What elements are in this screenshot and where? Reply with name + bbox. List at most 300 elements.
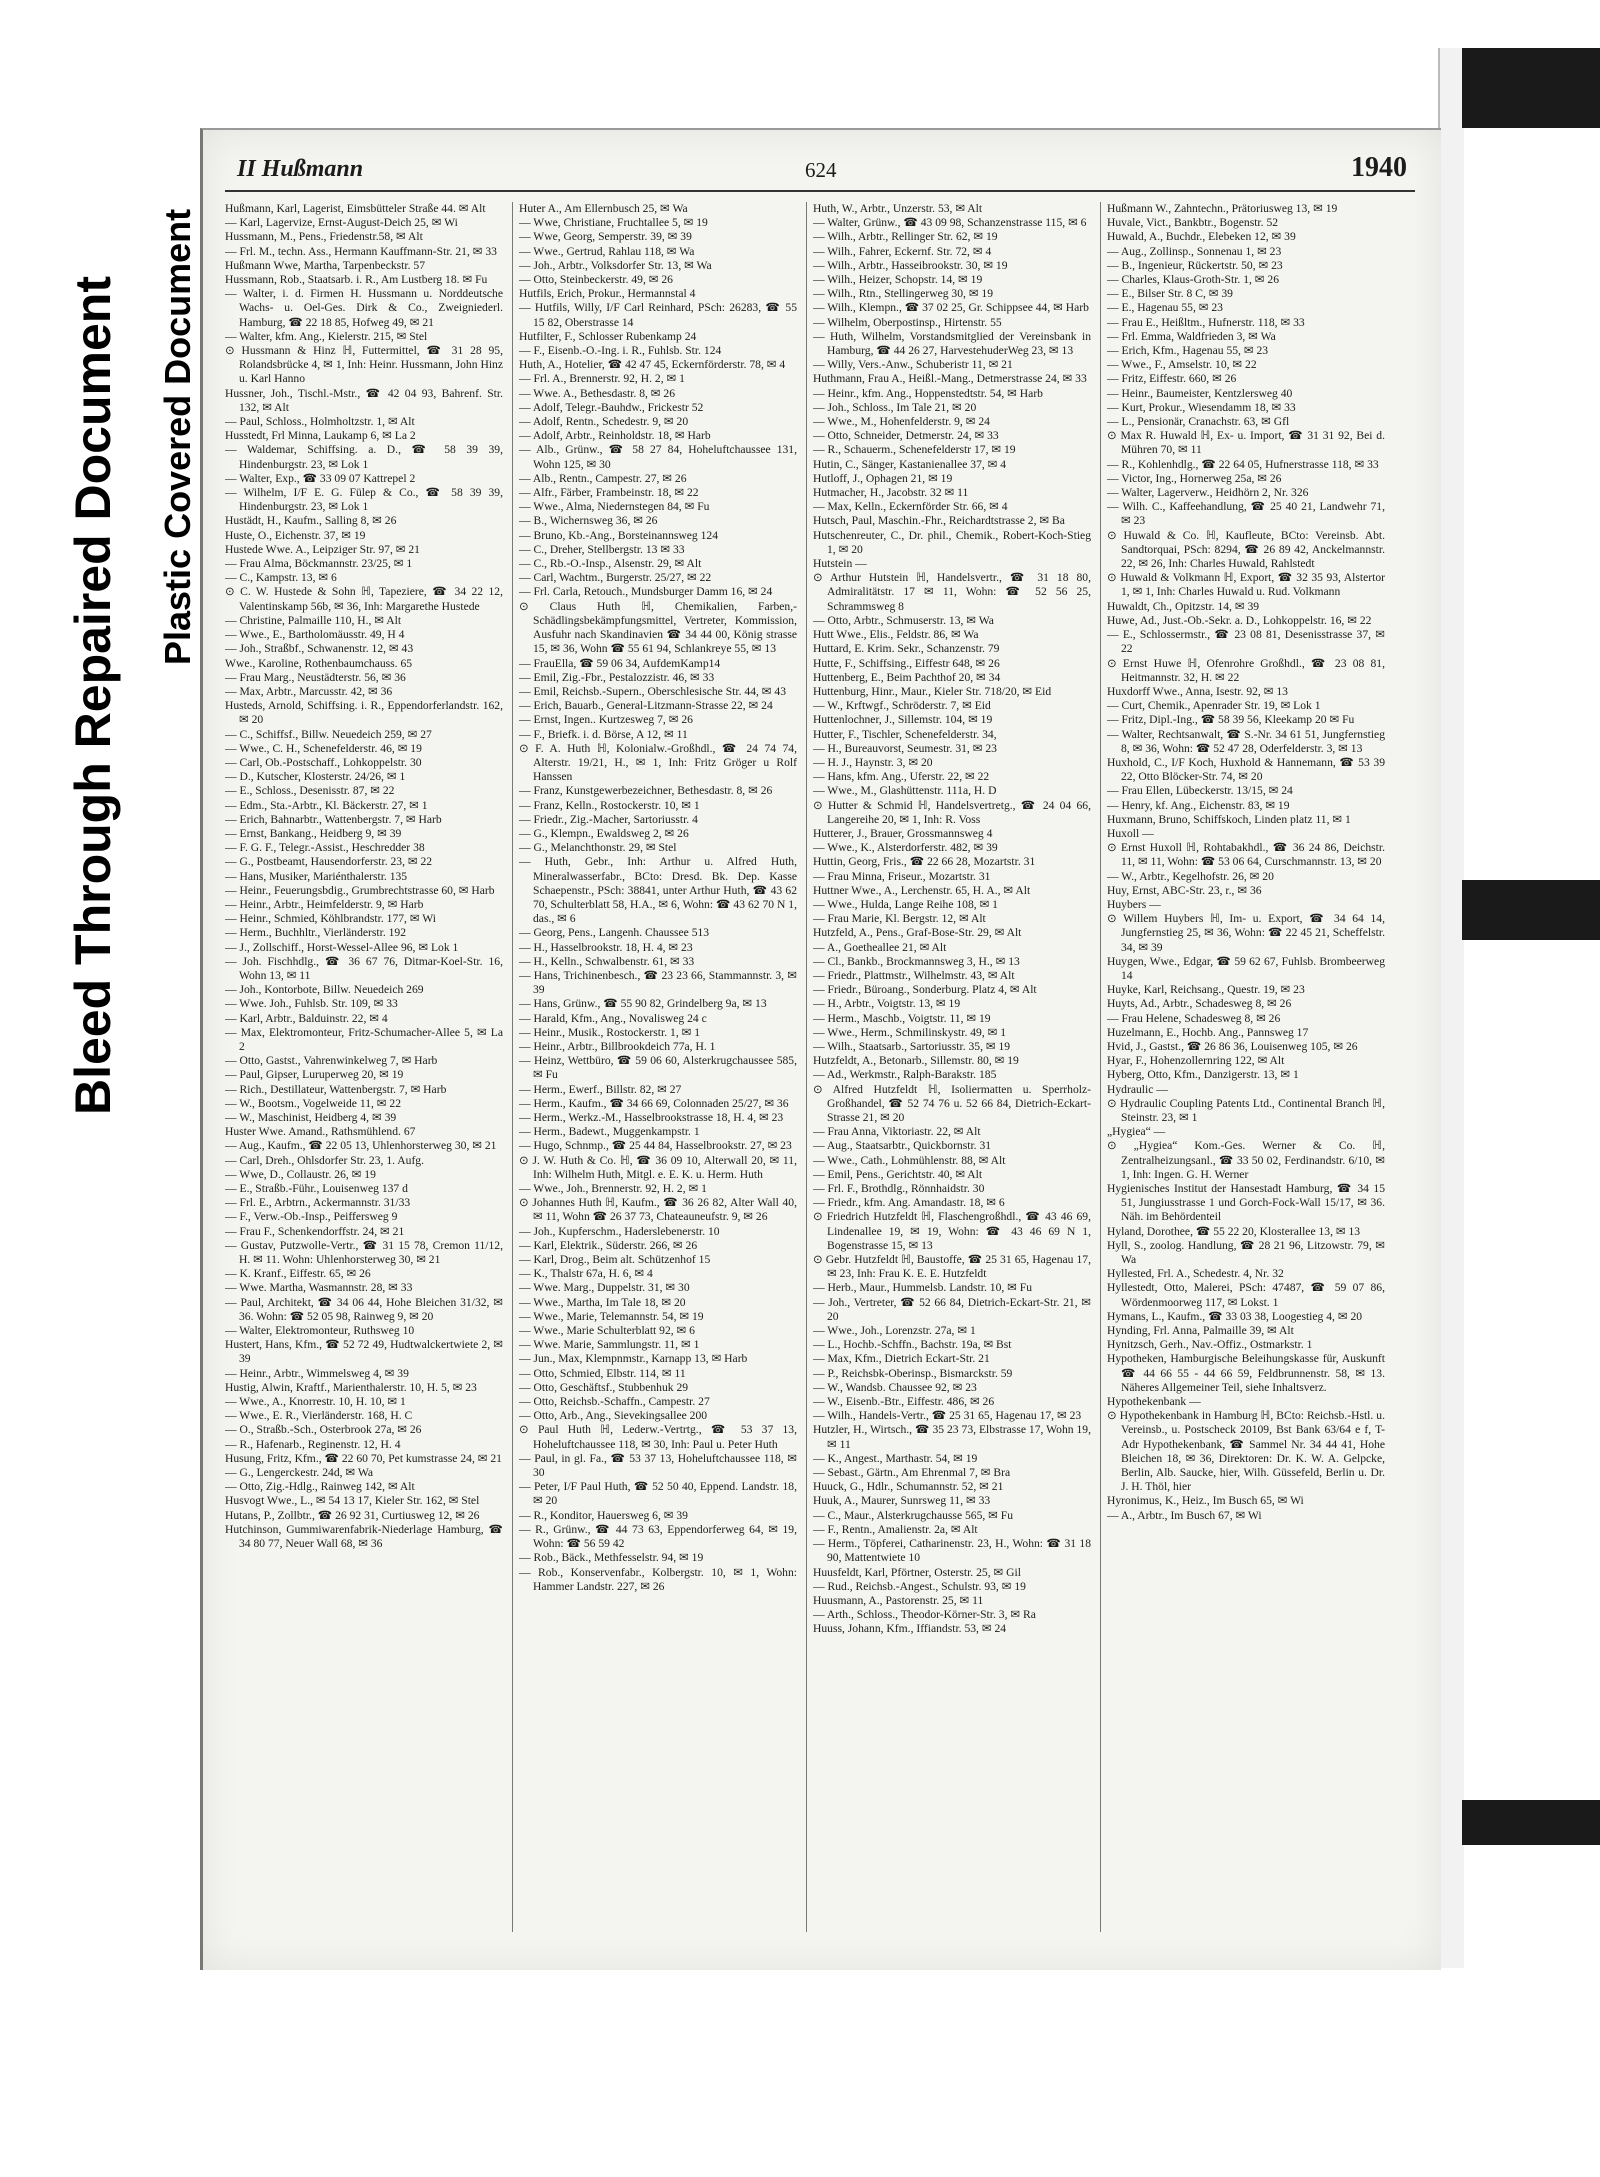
directory-entry: — C., Maur., Alsterkrugchausse 565, ✉ Fu [813,1508,1014,1522]
directory-entry: — Heinz, Wettbüro, ☎ 59 06 60, Alsterkrugchaussee 585, ✉ Fu [519,1054,797,1082]
directory-entry: Hustede Wwe. A., Leipziger Str. 97, ✉ 21 [225,542,420,556]
directory-entry: — Max, Kelln., Eckernförder Str. 66, ✉ 4 [813,500,1008,514]
directory-entry: — Otto, Zig.-Hdlg., Rainweg 142, ✉ Alt [225,1480,415,1494]
directory-entry: — Wilh., Heizer, Schopstr. 14, ✉ 19 [813,273,983,287]
directory-entry: — Gustav, Putzwolle-Vertr., ☎ 31 15 78, Cremon 11/12, H. ✉ 11. Wohn: Uhlenhorsterweg 30, ✉ 21 [225,1238,503,1267]
directory-entry: Hutfilter, F., Schlosser Rubenkamp 24 [519,329,697,343]
directory-entry: — F., Verw.-Ob.-Insp., Peiffersweg 9 [225,1210,398,1224]
directory-entry: Hynitzsch, Gerh., Nav.-Offiz., Ostmarkstr. 1 [1107,1338,1313,1352]
directory-entry: — Frau Anna, Viktoriastr. 22, ✉ Alt [813,1125,981,1139]
directory-entry: ⊙ Max R. Huwald ℍ, Ex- u. Import, ☎ 31 31 92, Bei d. Mühren 70, ✉ 11 [1107,429,1385,457]
directory-entry: Hutte, F., Schiffsing., Eiffestr 648, ✉ 26 [813,656,1000,670]
directory-entry: — Huth, Gebr., Inh: Arthur u. Alfred Huth, Mineralwasserfabr., BCto: Dresd. Bk. Dep. Kasse Schaepenstr., PSch: 38841, unter Arthur Huth, ☎ 43 62 70, Schulterblatt 58, H.A., ✉ 6, Wohn: ☎ 43 62 70 N 1, das., ✉ 6 [519,855,797,926]
directory-entry: Husteds, Arnold, Schiffsing. i. R., Eppendorferlandstr. 162, ✉ 20 [225,699,503,727]
directory-entry: Huttard, E. Krim. Sekr., Schanzenstr. 79 [813,642,1000,656]
directory-entry: — Edm., Sta.-Arbtr., Kl. Bäckerstr. 27, ✉ 1 [225,798,428,812]
directory-entry: — Frau F., Schenkendorffstr. 24, ✉ 21 [225,1224,405,1238]
directory-entry: — Heinr., Arbtr., Heimfelderstr. 9, ✉ Harb [225,897,424,911]
directory-entry: — Otto, Steinbeckerstr. 49, ✉ 26 [519,273,673,287]
directory-entry: — Otto, Gastst., Vahrenwinkelweg 7, ✉ Harb [225,1054,438,1068]
directory-entry: — K., Thalstr 67a, H. 6, ✉ 4 [519,1267,653,1281]
directory-entry: Huttner Wwe., A., Lerchenstr. 65, H. A., ✉ Alt [813,883,1031,897]
scan-edge-black-block-top [1462,48,1600,128]
directory-entry: Hyland, Dorothee, ☎ 55 22 20, Klosterallee 13, ✉ 13 [1107,1224,1361,1238]
directory-entry: — Wilh., Klempn., ☎ 37 02 25, Gr. Schippsee 44, ✉ Harb [813,301,1089,315]
directory-entry: — Frl. F., Brothdlg., Rönnhaidstr. 30 [813,1182,985,1196]
directory-entry: Hyronimus, K., Heiz., Im Busch 65, ✉ Wi [1107,1494,1304,1508]
directory-entry: — Rud., Reichsb.-Angest., Schulstr. 93, ✉ 19 [813,1579,1026,1593]
directory-entry: — Joh., Arbtr., Volksdorfer Str. 13, ✉ Wa [519,258,712,272]
directory-entry: — Ernst, Bankang., Heidberg 9, ✉ 39 [225,826,402,840]
directory-entry: — Henry, kf. Ang., Eichenstr. 83, ✉ 19 [1107,798,1290,812]
directory-entry: ⊙ Alfred Hutzfeldt ℍ, Isoliermatten u. Sperrholz-Großhandel, ☎ 52 74 76 u. 52 66 84, Dietrich-Eckart-Strasse 21, ✉ 20 [813,1082,1091,1124]
directory-entry: — Heinr., Arbtr., Wimmelsweg 4, ✉ 39 [225,1366,409,1380]
directory-entry: Huttenlochner, J., Sillemstr. 104, ✉ 19 [813,713,993,727]
directory-entry: — Wwe. A., Bethesdastr. 8, ✉ 26 [519,386,676,400]
directory-entry: — H. J., Haynstr. 3, ✉ 20 [813,755,933,769]
directory-entry: — Sebast., Gärtn., Am Ehrenmal 7, ✉ Bra [813,1466,1011,1480]
directory-entry: — E., Hagenau 55, ✉ 23 [1107,301,1223,315]
directory-entry: Huthmann, Frau A., Heißl.-Mang., Detmerstrasse 24, ✉ 33 [813,372,1087,386]
directory-entry: — B., Wichernsweg 36, ✉ 26 [519,514,658,528]
directory-entry: — Karl, Drog., Beim alt. Schützenhof 15 [519,1253,711,1267]
directory-entry: — Wwe., M., Hohenfelderstr. 9, ✉ 24 [813,415,990,429]
directory-entry: Huxhold, C., I/F Koch, Huxhold & Hannemann, ☎ 53 39 22, Otto Blöcker-Str. 74, ✉ 20 [1107,755,1385,784]
directory-entry: Hustädt, H., Kaufm., Salling 8, ✉ 26 [225,514,397,528]
directory-entry: — Otto, Schneider, Detmerstr. 24, ✉ 33 [813,429,999,443]
directory-entry: — Fritz, Dipl.-Ing., ☎ 58 39 56, Kleekamp 20 ✉ Fu [1107,713,1355,727]
directory-entry: Hutter, F., Tischler, Schenefelderstr. 34, [813,727,997,741]
directory-entry: — Adolf, Arbtr., Reinholdstr. 18, ✉ Harb [519,429,711,443]
directory-entry: — G., Melanchthonstr. 29, ✉ Stel [519,841,677,855]
directory-entry: — Wwe., Hulda, Lange Reihe 108, ✉ 1 [813,897,998,911]
directory-entry: — Cl., Bankb., Brockmannsweg 3, H., ✉ 13 [813,954,1020,968]
scan-edge-black-block-middle [1462,880,1600,940]
directory-entry: — H., Hasselbrookstr. 18, H. 4, ✉ 23 [519,940,693,954]
directory-entry: — Wwe., Martha, Im Tale 18, ✉ 20 [519,1295,686,1309]
directory-entry: — Wilh., Rtn., Stellingerweg 30, ✉ 19 [813,287,994,301]
directory-entry: — Heinr., Baumeister, Kentzlersweg 40 [1107,386,1293,400]
directory-entry: Hutzler, H., Wirtsch., ☎ 35 23 73, Elbstrasse 17, Wohn 19, ✉ 11 [813,1423,1091,1451]
directory-entry: — Alfr., Färber, Frambeinstr. 18, ✉ 22 [519,486,699,500]
directory-entry: — Wwe., A., Knorrestr. 10, H. 10, ✉ 1 [225,1395,406,1409]
directory-entry: — Willy, Vers.-Anw., Schuberistr 11, ✉ 21 [813,358,1013,372]
directory-entry: Hyberg, Otto, Kfm., Danzigerstr. 13, ✉ 1 [1107,1068,1299,1082]
directory-entry: — Walter, Exp., ☎ 33 09 07 Kattrepel 2 [225,471,416,485]
directory-entry: — Erich, Bahnarbtr., Wattenbergstr. 7, ✉ Harb [225,812,442,826]
directory-entry: Huvale, Vict., Bankbtr., Bogenstr. 52 [1107,216,1279,230]
directory-entry: — Wilh. C., Kaffeehandlung, ☎ 25 40 21, Landwehr 71, ✉ 23 [1107,500,1385,528]
directory-entry: ⊙ Willem Huybers ℍ, Im- u. Export, ☎ 34 64 14, Jungfernstieg 25, ✉ 36, Wohn: ☎ 22 45 21, Scheffelstr. 34, ✉ 39 [1107,912,1385,954]
directory-entry: — C., Schiffsf., Billw. Neuedeich 259, ✉ 27 [225,727,432,741]
directory-entry: — Frau Minna, Friseur., Mozartstr. 31 [813,869,991,883]
directory-entry: Hutstein — [813,557,867,571]
header-year: 1940 [1351,152,1407,183]
directory-entry: — Victor, Ing., Hornerweg 25a, ✉ 26 [1107,471,1282,485]
directory-entry: — Walter, Elektromonteur, Ruthsweg 10 [225,1324,415,1338]
directory-entry: — Friedr., Plattmstr., Wilhelmstr. 43, ✉ Alt [813,968,1015,982]
directory-entry: — R., Hafenarb., Reginenstr. 12, H. 4 [225,1437,401,1451]
directory-entry: — W., Krftwgf., Schröderstr. 7, ✉ Eid [813,699,991,713]
directory-entry: — K. Kranf., Eiffestr. 65, ✉ 26 [225,1267,371,1281]
directory-entry: — Frau Marg., Neustädterstr. 56, ✉ 36 [225,670,406,684]
directory-entry: — Otto, Schmied, Elbstr. 114, ✉ 11 [519,1366,686,1380]
directory-entry: — Carl, Dreh., Ohlsdorfer Str. 23, 1. Aufg. [225,1153,425,1167]
directory-entry: — A., Goetheallee 21, ✉ Alt [813,940,947,954]
page-number: 624 [805,158,837,182]
directory-entry: — C., Dreher, Stellbergstr. 13 ✉ 33 [519,542,685,556]
directory-entry: Hutterer, J., Brauer, Grossmannsweg 4 [813,826,993,840]
directory-entry: Huusmann, A., Pastorenstr. 25, ✉ 11 [813,1593,984,1607]
directory-entry: — Hans, kfm. Ang., Uferstr. 22, ✉ 22 [813,770,990,784]
directory-entry: Huttenberg, E., Beim Pachthof 20, ✉ 34 [813,670,1001,684]
directory-entry: Hussmann, Rob., Staatsarb. i. R., Am Lustberg 18. ✉ Fu [225,273,488,287]
directory-entry: — Otto, Geschäftsf., Stubbenhuk 29 [519,1380,689,1394]
directory-entry: ⊙ Hutter & Schmid ℍ, Handelsvertretg., ☎ 24 04 66, Langereihe 20, ✉ 1, Inh: R. Voss [813,798,1091,826]
directory-entry: Hutans, P., Zollbtr., ☎ 26 92 31, Curtiusweg 12, ✉ 26 [225,1508,480,1522]
directory-entry: ⊙ Huwald & Volkmann ℍ, Export, ☎ 32 35 93, Alstertor 1, ✉ 1, Inh: Charles Huwald u. Rud. Volkmann [1107,571,1385,599]
directory-entry: — Wilhelm, I/F E. G. Fülep & Co., ☎ 58 39 39, Hindenburgstr. 23, ✉ Lok 1 [225,486,503,514]
directory-entry: — E., Bilser Str. 8 C, ✉ 39 [1107,287,1233,301]
column-3 [813,202,1091,1932]
directory-entry: — Kurt, Prokur., Wiesendamm 18, ✉ 33 [1107,400,1296,414]
page-header [225,150,1415,192]
directory-entry: — H., Kelln., Schwalbenstr. 61, ✉ 33 [519,954,695,968]
directory-entry: — Christine, Palmaille 110, H., ✉ Alt [225,613,402,627]
directory-entry: — Herm., Maschb., Voigtstr. 11, ✉ 19 [813,1011,991,1025]
directory-entry: — H., Arbtr., Voigtstr. 13, ✉ 19 [813,997,961,1011]
directory-entry: — Harald, Kfm., Ang., Novalisweg 24 c [519,1011,707,1025]
directory-entry: — L., Hochb.-Schffn., Bachstr. 19a, ✉ Bst [813,1338,1012,1352]
directory-entry: — Wwe. Marie, Sammlungstr. 11, ✉ 1 [519,1338,700,1352]
directory-entry: Huwald, A., Buchdr., Elebeken 12, ✉ 39 [1107,230,1296,244]
directory-entry: — Max, Arbtr., Marcusstr. 42, ✉ 36 [225,684,393,698]
directory-entry: Hygienisches Institut der Hansestadt Hamburg, ☎ 34 15 51, Jungiusstrasse 1 und Gorch-Fock-Wall 15/17, ✉ 36. Näh. im Behördenteil [1107,1182,1385,1224]
directory-entry: — Frau Helene, Schadesweg 8, ✉ 26 [1107,1011,1281,1025]
directory-entry: — Frau Alma, Böckmannstr. 23/25, ✉ 1 [225,557,413,571]
directory-entry: — Rob., Bäck., Methfesselstr. 94, ✉ 19 [519,1551,704,1565]
directory-entry: Huth, W., Arbtr., Unzerstr. 53, ✉ Alt [813,202,983,215]
directory-entry: — Heinr., Schmied, Köhlbrandstr. 177, ✉ Wi [225,912,436,926]
directory-entry: — Franz, Kunstgewerbezeichner, Bethesdastr. 8, ✉ 26 [519,784,773,798]
directory-entry: — Wwe., Cath., Lohmühlenstr. 88, ✉ Alt [813,1153,1006,1167]
directory-entry: — Ernst, Ingen.. Kurtzesweg 7, ✉ 26 [519,713,693,727]
directory-entry: — Frau Ellen, Lübeckerstr. 13/15, ✉ 24 [1107,784,1293,798]
directory-entry: — Paul, Architekt, ☎ 34 06 44, Hohe Bleichen 31/32, ✉ 36. Wohn: ☎ 52 05 98, Rainweg 9, ✉ 20 [225,1295,503,1323]
directory-entry: ⊙ Friedrich Hutzfeldt ℍ, Flaschengroßhdl., ☎ 43 46 69, Lindenallee 19, ✉ 19, Wohn: ☎ 43 46 69 N 1, Bogenstrasse 15, ✉ 13 [813,1210,1091,1252]
directory-entry: — W., Maschinist, Heidberg 4, ✉ 39 [225,1111,397,1124]
directory-entry: Hypotheken, Hamburgische Beleihungskasse für, Auskunft ☎ 44 66 55 - 44 66 59, Feldbrunnenstr. 58, ✉ 13. Näheres Allgemeiner Teil, siehe Inhaltsverz. [1107,1352,1385,1394]
directory-entry: — D., Kutscher, Klosterstr. 24/26, ✉ 1 [225,770,406,784]
directory-entry: — A., Arbtr., Im Busch 67, ✉ Wi [1107,1508,1262,1522]
directory-entry: Hutin, C., Sänger, Kastanienallee 37, ✉ 4 [813,457,1007,471]
directory-entry: „Hygiea“ — [1107,1125,1166,1139]
directory-entry: — Emil, Reichsb.-Supern., Oberschlesische Str. 44, ✉ 43 [519,684,786,698]
directory-entry: — F., Eisenb.-O.-Ing. i. R., Fuhlsb. Str. 124 [519,344,722,358]
directory-entry: — Wwe., F., Amselstr. 10, ✉ 22 [1107,358,1257,372]
directory-entry: — Hutfils, Willy, I/F Carl Reinhard, PSch: 26283, ☎ 55 15 82, Oberstrasse 14 [519,301,797,329]
directory-entry: — F., Briefk. i. d. Börse, A 12, ✉ 11 [519,727,688,741]
directory-entry: — Heinr., Musik., Rostockerstr. 1, ✉ 1 [519,1025,701,1039]
directory-entry: Hußmann W., Zahntechn., Prätoriusweg 13, ✉ 19 [1107,202,1338,215]
directory-entry: ⊙ Hussmann & Hinz ℍ, Futtermittel, ☎ 31 28 95, Rolandsbrücke 4, ✉ 1, Inh: Heinr. Hussmann, John Hinz u. Karl Hanno [225,344,503,386]
directory-entry: ⊙ F. A. Huth ℍ, Kolonialw.-Großhdl., ☎ 24 74 74, Alterstr. 19/21, H., ✉ 1, Inh: Fritz Gröger u Rolf Hanssen [519,741,797,784]
directory-entry: — Paul, Gipser, Luruperweg 20, ✉ 19 [225,1068,404,1082]
directory-entry: Hutsch, Paul, Maschin.-Fhr., Reichardtstrasse 2, ✉ Ba [813,514,1065,528]
directory-entry: Huxmann, Bruno, Schiffskoch, Linden platz 11, ✉ 1 [1107,812,1351,826]
directory-entry: — Frl. M., techn. Ass., Hermann Kauffmann-Str. 21, ✉ 33 [225,244,497,258]
directory-entry: — Wwe., C. H., Schenefelderstr. 46, ✉ 19 [225,741,422,755]
directory-entry: — G., Lengerckestr. 24d, ✉ Wa [225,1466,373,1480]
directory-entry: — R., Konditor, Hauersweg 6, ✉ 39 [519,1508,688,1522]
directory-entry: Huster Wwe. Amand., Rathsmühlend. 67 [225,1125,416,1139]
directory-entry: Hvid, J., Gastst., ☎ 26 86 36, Louisenweg 105, ✉ 26 [1107,1039,1358,1053]
column-divider [1100,202,1101,1932]
directory-entry: Hutschenreuter, C., Dr. phil., Chemik., Robert-Koch-Stieg 1, ✉ 20 [813,528,1091,556]
directory-entry: — Aug., Kaufm., ☎ 22 05 13, Uhlenhorsterweg 30, ✉ 21 [225,1139,497,1153]
directory-entry: — Wwe., Herm., Schmilinskystr. 49, ✉ 1 [813,1025,1007,1039]
directory-entry: — Heinr., Feuerungsbdig., Grumbrechtstrasse 60, ✉ Harb [225,883,495,897]
directory-entry: — O., Straßb.-Sch., Osterbrook 27a, ✉ 26 [225,1423,422,1437]
directory-entry: — Wwe., Alma, Niedernstegen 84, ✉ Fu [519,500,710,514]
directory-entry: — Wwe., Gertrud, Rahlau 118, ✉ Wa [519,244,695,258]
directory-entry: — Franz, Kelln., Rostockerstr. 10, ✉ 1 [519,798,700,812]
directory-entry: Huter A., Am Ellernbusch 25, ✉ Wa [519,202,688,215]
directory-entry: — W., Eisenb.-Btr., Eiffestr. 486, ✉ 26 [813,1395,995,1409]
directory-entry: — Karl, Elektrik., Süderstr. 266, ✉ 26 [519,1238,698,1252]
directory-entry: — Wwe., E., Bartholomäusstr. 49, H 4 [225,628,405,642]
directory-entry: Huttenburg, Hinr., Maur., Kieler Str. 718/20, ✉ Eid [813,684,1052,698]
directory-entry: — Friedr., kfm. Ang. Amandastr. 18, ✉ 6 [813,1196,1005,1210]
directory-entry: Huwe, Ad., Just.-Ob.-Sekr. a. D., Lohkoppelstr. 16, ✉ 22 [1107,613,1372,627]
directory-entry: — Erich, Bauarb., General-Litzmann-Strasse 22, ✉ 24 [519,699,773,713]
directory-entry: Huybers — [1107,897,1161,911]
directory-entry: Huuck, G., Hdlr., Schumannstr. 52, ✉ 21 [813,1480,1004,1494]
directory-entry: — Fritz, Eiffestr. 660, ✉ 26 [1107,372,1237,386]
directory-entry: — Hans, Trichinenbesch., ☎ 23 23 66, Stammannstr. 3, ✉ 39 [519,968,797,997]
directory-entry: Hußmann Wwe, Martha, Tarpenbeckstr. 57 [225,258,425,272]
directory-entry: Hutmacher, H., Jacobstr. 32 ✉ 11 [813,486,969,500]
directory-entry: — Walter, Lagerverw., Heidhörn 2, Nr. 326 [1107,486,1309,500]
directory-entry: — Joh., Straßbf., Schwanenstr. 12, ✉ 43 [225,642,414,656]
directory-entry: — Alb., Rentn., Campestr. 27, ✉ 26 [519,471,687,485]
directory-entry: — Waldemar, Schiffsing. a. D., ☎ 58 39 39, Hindenburgstr. 23, ✉ Lok 1 [225,443,503,471]
directory-entry: — Wwe., Joh., Lorenzstr. 27a, ✉ 1 [813,1324,976,1338]
column-2 [519,202,797,1932]
directory-entry: — E., Straßb.-Führ., Louisenweg 137 d [225,1182,408,1196]
directory-entry: — E., Schloss., Desenisstr. 87, ✉ 22 [225,784,395,798]
directory-entry: — P., Reichsbk-Oberinsp., Bismarckstr. 59 [813,1366,1013,1380]
directory-entry: — Wwe., Joh., Brennerstr. 92, H. 2, ✉ 1 [519,1182,707,1196]
directory-entry: Huzelmann, E., Hochb. Ang., Pannsweg 17 [1107,1025,1309,1039]
side-label-main: Bleed Through Repaired Document [65,276,121,1115]
directory-entry: — Wilh., Staatsarb., Sartoriusstr. 35, ✉ 19 [813,1039,1011,1053]
directory-entry: — Frl. A., Brennerstr. 92, H. 2, ✉ 1 [519,372,685,386]
directory-entry: — Herm., Kaufm., ☎ 34 66 69, Colonnaden 25/27, ✉ 36 [519,1096,789,1110]
directory-entry: — Wwe., E. R., Vierländerstr. 168, H. C [225,1409,413,1423]
directory-entry: — R., Schauerm., Schenefelderstr 17, ✉ 19 [813,443,1016,457]
directory-entry: — Wilh., Arbtr., Hasseibrookstr. 30, ✉ 19 [813,258,1008,272]
directory-entry: Hydraulic — [1107,1082,1168,1096]
directory-entry: ⊙ Arthur Hutstein ℍ, Handelsvertr., ☎ 31 18 80, Admiralitätstr. 17 ✉ 11, Wohn: ☎ 52 56 25, Schrammsweg 8 [813,571,1091,613]
directory-entry: — Herm., Buchhltr., Vierländerstr. 192 [225,926,407,940]
directory-entry: — Joh., Kupferschm., Haderslebenerstr. 10 [519,1224,720,1238]
directory-entry: — Rob., Konservenfabr., Kolbergstr. 10, ✉ 1, Wohn: Hammer Landstr. 227, ✉ 26 [519,1565,797,1593]
directory-entry: Hypothekenbank — [1107,1395,1201,1409]
directory-entry: Huuk, A., Maurer, Sunrsweg 11, ✉ 33 [813,1494,991,1508]
directory-entry: — Hans, Musiker, Mariénthalerstr. 135 [225,869,408,883]
directory-entry: — W., Arbtr., Kegelhofstr. 26, ✉ 20 [1107,869,1274,883]
directory-entry: ⊙ Hypothekenbank in Hamburg ℍ, BCto: Reichsb.-Hstl. u. Vereinsb., u. Postscheck 20109, Bst Bank 63/64 e f, T-Adr Hypothekenbank, ☎ Sammel Nr. 34 44 41, Hohe Bleichen 18, ✉ 36, Direktoren: Dr. K. W. A. Gelpcke, Berlin, Alb. Saucke, hier, Wilh. Güssefeld, Berlin u. Dr. J. H. Thöl, hier [1107,1409,1385,1494]
directory-entry: Hyllested, Frl. A., Schedestr. 4, Nr. 32 [1107,1267,1284,1281]
directory-entry: — Wwe., Marie Schulterblatt 92, ✉ 6 [519,1324,695,1338]
directory-entry: — L., Pensionär, Cranachstr. 63, ✉ Gfl [1107,415,1290,429]
directory-entry: — Herm., Werkz.-M., Hasselbrookstrasse 18, H. 4, ✉ 23 [519,1111,784,1124]
directory-entry: — Karl, Lagervize, Ernst-August-Deich 25, ✉ Wi [225,216,458,230]
directory-entry: — Wilh., Fahrer, Eckernf. Str. 72, ✉ 4 [813,244,992,258]
directory-entry: ⊙ Hydraulic Coupling Patents Ltd., Continental Branch ℍ, Steinstr. 23, ✉ 1 [1107,1096,1385,1124]
directory-entry: — Peter, I/F Paul Huth, ☎ 52 50 40, Eppend. Landstr. 18, ✉ 20 [519,1480,797,1508]
column-divider [806,202,807,1932]
scan-edge-black-block-bottom [1462,1800,1600,1845]
directory-entry: Husung, Fritz, Kfm., ☎ 22 60 70, Pet kumstrasse 24, ✉ 21 [225,1451,502,1465]
directory-entry: — Arth., Schloss., Theodor-Körner-Str. 3, ✉ Ra [813,1608,1036,1622]
directory-entry: — K., Angest., Marthastr. 54, ✉ 19 [813,1451,978,1465]
directory-entry: — Bruno, Kb.-Ang., Borsteinannsweg 124 [519,528,719,542]
directory-entry: — Frau E., Heißltm., Hufnerstr. 118, ✉ 33 [1107,315,1305,329]
directory-entry: — Ad., Werkmstr., Ralph-Barakstr. 185 [813,1068,997,1082]
directory-entry: — Carl, Ob.-Postschaff., Lohkoppelstr. 30 [225,755,422,769]
directory-entry: — H., Bureauvorst, Seumestr. 31, ✉ 23 [813,741,997,755]
directory-entry: — Rich., Destillateur, Wattenbergstr. 7, ✉ Harb [225,1082,447,1096]
directory-entry: — Wilh., Arbtr., Rellinger Str. 62, ✉ 19 [813,230,998,244]
directory-entry: — Herb., Maur., Hummelsb. Landstr. 10, ✉ Fu [813,1281,1033,1295]
directory-entry: Hutzfeldt, A., Betonarb., Sillemstr. 80, ✉ 19 [813,1054,1019,1068]
scan-edge-strip [1438,48,1464,1968]
header-section-name: II Hußmann [237,156,364,182]
directory-entry: Hutzfeld, A., Pens., Graf-Bose-Str. 29, ✉ Alt [813,926,1022,940]
directory-entry: Huusfeldt, Karl, Pförtner, Osterstr. 25, ✉ Gil [813,1565,1021,1579]
directory-entry: — Wwe., M., Glashüttenstr. 111a, H. D [813,784,997,798]
directory-entry: — G., Klempn., Ewaldsweg 2, ✉ 26 [519,826,689,840]
directory-entry: — Hans, Grünw., ☎ 55 90 82, Grindelberg 9a, ✉ 13 [519,997,767,1011]
directory-entry: — Max, Elektromonteur, Fritz-Schumacher-Allee 5, ✉ La 2 [225,1025,503,1053]
directory-entry: Hutt Wwe., Elis., Feldstr. 86, ✉ Wa [813,628,979,642]
directory-entry: — C., Rb.-O.-Insp., Alsenstr. 29, ✉ Alt [519,557,702,571]
directory-entry: — Herm., Töpferei, Catharinenstr. 23, H., Wohn: ☎ 31 18 90, Mattentwiete 10 [813,1537,1091,1565]
directory-entry: — C., Kampstr. 13, ✉ 6 [225,571,337,585]
directory-entry: ⊙ Gebr. Hutzfeldt ℍ, Baustoffe, ☎ 25 31 65, Hagenau 17, ✉ 23, Inh: Frau K. E. E. Hutzfeldt [813,1253,1091,1281]
directory-entry: — Frau Marie, Kl. Bergstr. 12, ✉ Alt [813,912,986,926]
directory-entry: — Wwe, Georg, Semperstr. 39, ✉ 39 [519,230,692,244]
directory-entry: — Karl, Arbtr., Balduinstr. 22, ✉ 4 [225,1011,388,1025]
directory-entry: — Walter, Rechtsanwalt, ☎ S.-Nr. 34 61 51, Jungfernstieg 8, ✉ 36, Wohn: ☎ 52 47 28, Oderfelderstr. 3, ✉ 13 [1107,727,1385,755]
directory-entry: — Frl. Carla, Retouch., Mundsburger Damm 16, ✉ 24 [519,585,773,599]
directory-entry: Huste, O., Eichenstr. 37, ✉ 19 [225,528,366,542]
directory-entry: — Heinr., Arbtr., Billbrookdeich 77a, H. 1 [519,1039,716,1053]
directory-entry: — W., Wandsb. Chaussee 92, ✉ 23 [813,1380,977,1394]
directory-entry: — Joh., Schloss., Im Tale 21, ✉ 20 [813,400,977,414]
directory-entry: Hymans, L., Kaufm., ☎ 33 03 38, Loogestieg 4, ✉ 20 [1107,1309,1363,1323]
directory-entry: — Aug., Staatsarbtr., Quickbornstr. 31 [813,1139,992,1153]
directory-entry: — Alb., Grünw., ☎ 58 27 84, Hoheluftchaussee 131, Wohn 125, ✉ 30 [519,443,797,471]
directory-entry: — Charles, Klaus-Groth-Str. 1, ✉ 26 [1107,273,1280,287]
directory-entry: ⊙ C. W. Hustede & Sohn ℍ, Tapeziere, ☎ 34 22 12, Valentinskamp 56b, ✉ 36, Inh: Margarethe Hustede [225,585,503,613]
directory-entry: Wwe., Karoline, Rothenbaumchauss. 65 [225,656,413,670]
directory-entry: — Erich, Kfm., Hagenau 55, ✉ 23 [1107,344,1269,358]
column-divider [512,202,513,1932]
directory-entry: — FrauElla, ☎ 59 06 34, AufdemKamp14 [519,656,721,670]
directory-entry: — Otto, Reichsb.-Schaffn., Campestr. 27 [519,1395,710,1409]
directory-entry: Huy, Ernst, ABC-Str. 23, r., ✉ 36 [1107,883,1262,897]
directory-entry: Hustig, Alwin, Kraftf., Marienthalerstr. 10, H. 5, ✉ 23 [225,1380,477,1394]
directory-entry: — Wwe., Marie, Telemannstr. 54, ✉ 19 [519,1309,704,1323]
directory-entry: — Emil, Pens., Gerichtstr. 40, ✉ Alt [813,1167,983,1181]
directory-entry: — Wilhelm, Oberpostinsp., Hirtenstr. 55 [813,315,1002,329]
directory-entry: — Otto, Arb., Ang., Sievekingsallee 200 [519,1409,708,1423]
directory-entry: — Walter, Grünw., ☎ 43 09 98, Schanzenstrasse 115, ✉ 6 [813,216,1087,230]
directory-entry: Huygen, Wwe., Edgar, ☎ 59 62 67, Fuhlsb. Brombeerweg 14 [1107,954,1385,982]
directory-entry: — Heinr., kfm. Ang., Hoppenstedtstr. 54, ✉ Harb [813,386,1043,400]
directory-entry: Huyke, Karl, Reichsang., Questr. 19, ✉ 23 [1107,983,1305,997]
directory-entry: — Frl. E., Arbtrn., Ackermannstr. 31/33 [225,1196,411,1210]
directory-entry: — R., Grünw., ☎ 44 73 63, Eppendorferweg 64, ✉ 19, Wohn: ☎ 56 59 42 [519,1522,797,1551]
directory-entry: Husvogt Wwe., L., ✉ 54 13 17, Kieler Str. 162, ✉ Stel [225,1494,480,1508]
directory-entry: Huttin, Georg, Fris., ☎ 22 66 28, Mozartstr. 31 [813,855,1036,869]
directory-entry: — Huth, Wilhelm, Vorstandsmitglied der Vereinsbank in Hamburg, ☎ 44 26 27, HarvestehuderWeg 23, ✉ 13 [813,329,1091,358]
directory-entry: — Carl, Wachtm., Burgerstr. 25/27, ✉ 22 [519,571,712,585]
directory-entry: — Herm., Badewt., Muggenkampstr. 1 [519,1125,700,1139]
directory-entry: — Joh. Fischhdlg., ☎ 36 67 76, Ditmar-Koel-Str. 16, Wohn 13, ✉ 11 [225,954,503,982]
directory-entry: Huxdorff Wwe., Anna, Isestr. 92, ✉ 13 [1107,684,1288,698]
directory-entry: — Frl. Emma, Waldfrieden 3, ✉ Wa [1107,329,1276,343]
directory-entry: Huth, A., Hotelier, ☎ 42 47 45, Eckernförderstr. 78, ✉ 4 [519,358,786,372]
directory-entry: — Herm., Ewerf., Billstr. 82, ✉ 27 [519,1082,682,1096]
directory-entry: Huwaldt, Ch., Opitzstr. 14, ✉ 39 [1107,599,1260,613]
directory-entry: — Wwe, Christiane, Fruchtallee 5, ✉ 19 [519,216,708,230]
directory-entry: — G., Postbeamt, Hausendorferstr. 23, ✉ 22 [225,855,433,869]
directory-entry: — F. G. F., Telegr.-Assist., Heschredder 38 [225,841,425,855]
directory-entry: ⊙ Huwald & Co. ℍ, Kaufleute, BCto: Vereinsb. Abt. Sandtorquai, PSch: 8294, ☎ 26 89 42, Anckelmannstr. 22, ✉ 26, Inh: Charles Huwald, Rahlstedt [1107,528,1385,571]
directory-entry: — R., Kohlenhdlg., ☎ 22 64 05, Hufnerstrasse 118, ✉ 33 [1107,457,1379,471]
column-4 [1107,202,1385,1932]
directory-entry: Husstedt, Frl Minna, Laukamp 6, ✉ La 2 [225,429,416,443]
directory-entry: Huuss, Johann, Kfm., Iffiandstr. 53, ✉ 24 [813,1622,1007,1636]
directory-entry: — Joh., Kontorbote, Billw. Neuedeich 269 [225,983,424,997]
directory-entry: — F., Rentn., Amalienstr. 2a, ✉ Alt [813,1522,978,1536]
directory-entry: Hyll, S., zoolog. Handlung, ☎ 28 21 96, Litzowstr. 79, ✉ Wa [1107,1238,1385,1267]
directory-entry: — Georg, Pens., Langenh. Chaussee 513 [519,926,710,940]
side-label-sub: Plastic Covered Document [157,208,198,665]
directory-entry: Hustert, Hans, Kfm., ☎ 52 72 49, Hudtwalckertwiete 2, ✉ 39 [225,1338,503,1366]
directory-entry: — Walter, i. d. Firmen H. Hussmann u. Norddeutsche Wachs- u. Oel-Ges. Dirk & Co., Zweigniederl. Hamburg, ☎ 22 18 85, Hofweg 49, ✉ 21 [225,287,503,329]
directory-entry: Hutfils, Erich, Prokur., Hermannstal 4 [519,287,696,301]
directory-entry: — Wwe, D., Collaustr. 26, ✉ 19 [225,1167,376,1181]
directory-entry: — Wilh., Handels-Vertr., ☎ 25 31 65, Hagenau 17, ✉ 23 [813,1409,1082,1423]
directory-entry: Hutchinson, Gummiwarenfabrik-Niederlage Hamburg, ☎ 34 80 77, Neuer Wall 68, ✉ 36 [225,1522,503,1551]
directory-entry: Hußmann, Karl, Lagerist, Eimsbütteler Straße 44. ✉ Alt [225,202,486,215]
directory-entry: ⊙ Ernst Huwe ℍ, Ofenrohre Großhdl., ☎ 23 08 81, Heitmannstr. 32, H. ✉ 22 [1107,656,1385,684]
directory-entry: — Max, Kfm., Dietrich Eckart-Str. 21 [813,1352,990,1366]
directory-entry: — Walter, kfm. Ang., Kielerstr. 215, ✉ Stel [225,329,428,343]
directory-entry: ⊙ Johannes Huth ℍ, Kaufm., ☎ 36 26 82, Alter Wall 40, ✉ 11, Wohn ☎ 26 37 73, Chateauneufstr. 9, ✉ 26 [519,1196,797,1224]
directory-entry: — Adolf, Telegr.-Bauhdw., Frickestr 52 [519,400,704,414]
directory-entry: ⊙ Claus Huth ℍ, Chemikalien, Farben,-Schädlingsbekämpfungsmittel, Vertreter, Kommission, Ausfuhr nach Skandinavien ☎ 34 44 00, König strasse 15, ✉ 36, Wohn ☎ 55 61 94, Schlankreye 55, ✉ 13 [519,599,797,656]
side-label [58,195,208,1115]
directory-entry: — Paul, Schloss., Holmholtzstr. 1, ✉ Alt [225,415,415,429]
directory-entry: — Curt, Chemik., Apenrader Str. 19, ✉ Lok 1 [1107,699,1321,713]
directory-page [225,150,1415,1940]
